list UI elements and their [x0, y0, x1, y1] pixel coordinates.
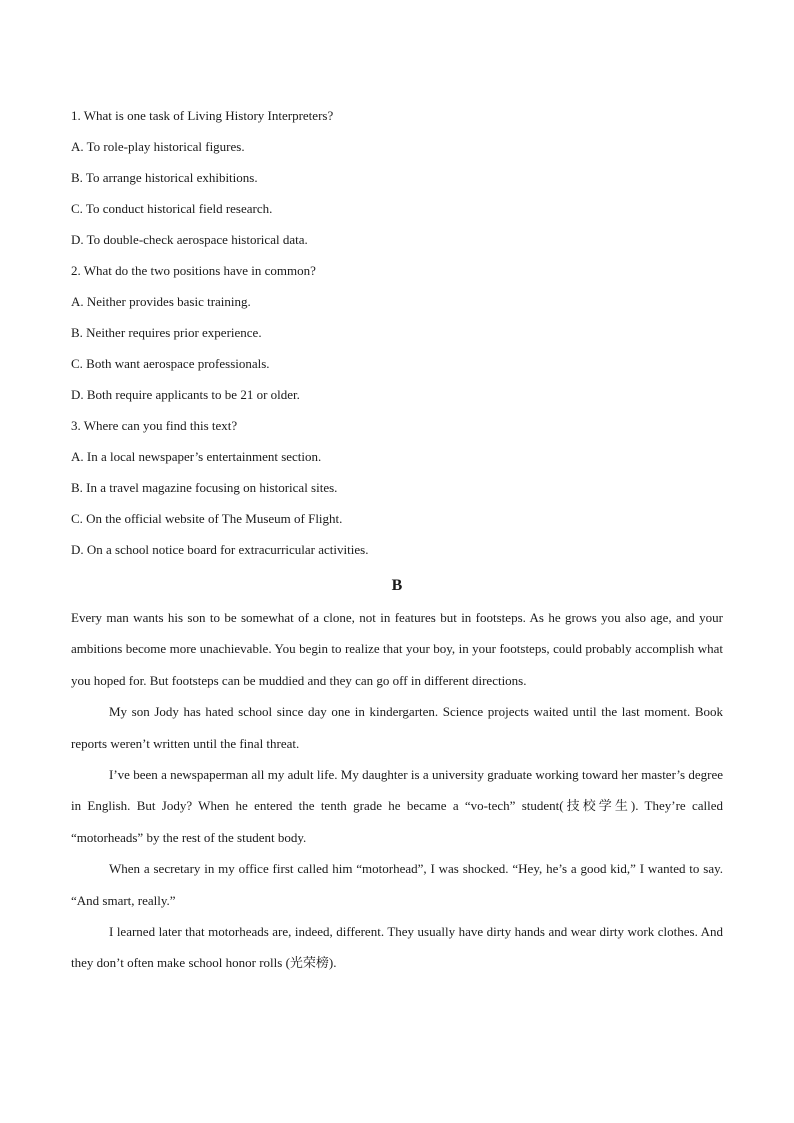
document-page — [71, 100, 723, 979]
question-stem: 1. What is one task of Living History Interpreters? — [71, 108, 334, 123]
question-stem: 3. Where can you find this text? — [71, 418, 238, 433]
paragraph-3: I’ve been a newspaperman all my adult life. My daughter is a university graduate working toward her master’s degree in English. But Jody? When he entered the tenth grade he became a “vo-tech” student(技校学生). They’re called “motorheads” by the rest of the student body. — [71, 767, 723, 845]
option-d: D. Both require applicants to be 21 or older. — [71, 387, 300, 402]
option-c: C. To conduct historical field research. — [71, 201, 273, 216]
question-1 — [71, 100, 723, 255]
paragraph-5: I learned later that motorheads are, indeed, different. They usually have dirty hands and wear dirty work clothes. And they don’t often make school honor rolls (光荣榜). — [71, 924, 723, 971]
option-d: D. On a school notice board for extracurricular activities. — [71, 542, 369, 557]
paragraph-2: My son Jody has hated school since day one in kindergarten. Science projects waited until the last moment. Book reports weren’t written until the final threat. — [71, 704, 723, 751]
question-2 — [71, 255, 723, 410]
option-b: B. To arrange historical exhibitions. — [71, 170, 258, 185]
option-a: A. To role-play historical figures. — [71, 139, 245, 154]
option-a: A. Neither provides basic training. — [71, 294, 251, 309]
option-c: C. On the official website of The Museum of Flight. — [71, 511, 343, 526]
question-3 — [71, 410, 723, 565]
option-c: C. Both want aerospace professionals. — [71, 356, 270, 371]
option-b: B. In a travel magazine focusing on historical sites. — [71, 480, 338, 495]
paragraph-4: When a secretary in my office first called him “motorhead”, I was shocked. “Hey, he’s a good kid,” I wanted to say. “And smart, really.” — [71, 861, 723, 908]
option-d: D. To double-check aerospace historical data. — [71, 232, 308, 247]
question-stem: 2. What do the two positions have in common? — [71, 263, 316, 278]
paragraph-1: Every man wants his son to be somewhat of a clone, not in features but in footsteps. As he grows you also age, and your ambitions become more unachievable. You begin to realize that your boy, in your footsteps, could probably accomplish what you hoped for. But footsteps can be muddied and they can go off in different directions. — [71, 610, 723, 688]
option-a: A. In a local newspaper’s entertainment section. — [71, 449, 322, 464]
option-b: B. Neither requires prior experience. — [71, 325, 262, 340]
section-title: B — [391, 577, 403, 594]
